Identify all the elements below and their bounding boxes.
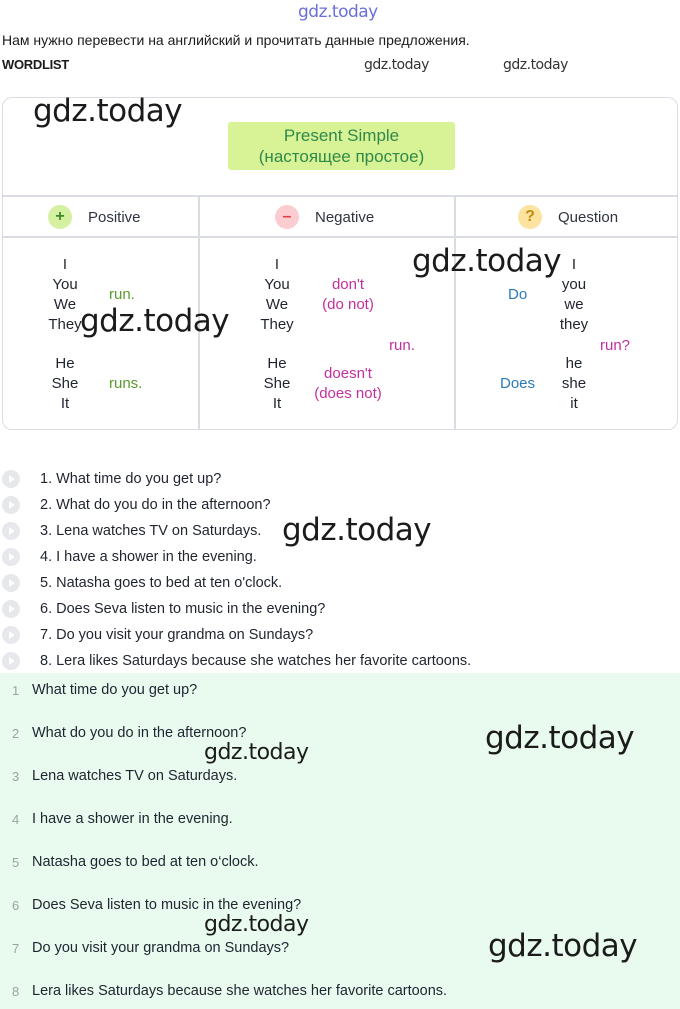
header-positive-label: Positive	[88, 208, 141, 226]
answer-row	[0, 682, 197, 698]
answer-text: Does Seva listen to music in the evening?	[32, 897, 302, 913]
question-text: 3. Lena watches TV on Saturdays.	[40, 523, 262, 539]
pronoun: you	[561, 276, 587, 293]
watermark: gdz.today	[282, 512, 432, 548]
answer-number: 6	[12, 897, 20, 913]
play-icon[interactable]	[2, 496, 20, 514]
pronoun: It	[272, 395, 282, 412]
play-icon[interactable]	[2, 600, 20, 618]
answer-text: Lena watches TV on Saturdays.	[32, 768, 238, 784]
play-icon[interactable]	[2, 574, 20, 592]
answer-row	[0, 983, 447, 999]
list-item[interactable]	[0, 570, 282, 596]
answer-row	[0, 725, 246, 741]
answer-text: What time do you get up?	[32, 682, 198, 698]
aux-does: Does	[500, 375, 536, 392]
watermark: gdz.today	[204, 740, 309, 765]
answer-text: Lera likes Saturdays because she watches her favorite cartoons.	[32, 983, 448, 999]
watermark: gdz.today	[80, 303, 230, 339]
pronoun: I	[274, 256, 280, 273]
header-positive	[48, 205, 141, 229]
watermark: gdz.today	[485, 720, 635, 756]
plus-icon: +	[48, 205, 72, 229]
pronoun: We	[53, 296, 77, 313]
question-text: 8. Lera likes Saturdays because she watches her favorite cartoons.	[40, 653, 472, 669]
question-text: 2. What do you do in the afternoon?	[40, 497, 271, 513]
pronoun: He	[55, 355, 75, 372]
watermark: gdz.today	[364, 57, 429, 73]
divider	[454, 195, 456, 430]
minus-icon: –	[275, 205, 299, 229]
pronoun: they	[559, 316, 589, 333]
answer-number: 8	[12, 983, 20, 999]
play-icon[interactable]	[2, 652, 20, 670]
header-question	[518, 205, 618, 229]
aux-do: Do	[508, 286, 528, 303]
pronoun: You	[264, 276, 290, 293]
play-icon[interactable]	[2, 626, 20, 644]
pronoun: He	[267, 355, 287, 372]
divider	[3, 195, 677, 197]
answer-text: Natasha goes to bed at ten o‘clock.	[32, 854, 259, 870]
answer-row	[0, 811, 233, 827]
watermark: gdz.today	[412, 243, 562, 279]
list-item[interactable]	[0, 622, 313, 648]
answer-number: 5	[12, 854, 20, 870]
pronoun: I	[571, 256, 577, 273]
pronoun: They	[260, 316, 294, 333]
title-line-1: Present Simple	[283, 126, 400, 145]
grammar-title	[228, 122, 455, 170]
verb-positive-third: runs.	[109, 375, 143, 392]
answer-number: 1	[12, 682, 20, 698]
pronoun: It	[60, 395, 70, 412]
verb-positive: run.	[109, 286, 135, 303]
question-text: 7. Do you visit your grandma on Sundays?	[40, 627, 314, 643]
pronoun: it	[570, 395, 578, 412]
list-item[interactable]	[0, 648, 471, 674]
pronoun: she	[561, 375, 587, 392]
watermark: gdz.today	[204, 912, 309, 937]
answer-number: 3	[12, 768, 20, 784]
aux-doesnt: doesn't	[324, 365, 372, 382]
pronoun: She	[51, 375, 79, 392]
verb-question: run?	[599, 337, 631, 354]
watermark: gdz.today	[488, 928, 638, 964]
answer-number: 2	[12, 725, 20, 741]
pronoun: I	[62, 256, 68, 273]
list-item[interactable]	[0, 596, 325, 622]
play-icon[interactable]	[2, 522, 20, 540]
question-icon: ?	[518, 205, 542, 229]
pronoun: She	[263, 375, 291, 392]
pronoun: You	[52, 276, 78, 293]
watermark: gdz.today	[503, 57, 568, 73]
pronoun: we	[564, 296, 584, 313]
header-negative-label: Negative	[315, 208, 375, 226]
header-negative	[275, 205, 374, 229]
answer-row	[0, 897, 301, 913]
aux-does-not: (does not)	[314, 385, 382, 402]
play-icon[interactable]	[2, 548, 20, 566]
intro-text: Нам нужно перевести на английский и прочитать данные предложения.	[2, 32, 470, 48]
list-item[interactable]	[0, 518, 261, 544]
question-text: 5. Natasha goes to bed at ten o'clock.	[40, 575, 283, 591]
watermark: gdz.today	[298, 2, 378, 22]
title-line-2: (настоящее простое)	[258, 147, 425, 166]
question-text: 4. I have a shower in the evening.	[40, 549, 257, 565]
aux-do-not: (do not)	[322, 296, 374, 313]
aux-dont: don't	[331, 276, 365, 293]
list-item[interactable]	[0, 492, 271, 518]
list-item[interactable]	[0, 544, 257, 570]
pronoun: We	[265, 296, 289, 313]
pronoun: he	[565, 355, 583, 372]
answer-text: Do you visit your grandma on Sundays?	[32, 940, 290, 956]
list-item[interactable]	[0, 466, 221, 492]
answer-row	[0, 940, 289, 956]
play-icon[interactable]	[2, 470, 20, 488]
question-text: 1. What time do you get up?	[40, 471, 222, 487]
watermark: gdz.today	[33, 93, 183, 129]
answer-number: 4	[12, 811, 20, 827]
grammar-card	[2, 97, 678, 430]
pronoun: They	[48, 316, 82, 333]
answer-row	[0, 854, 259, 870]
answer-text: I have a shower in the evening.	[32, 811, 233, 827]
verb-negative: run.	[389, 337, 415, 354]
wordlist-label: WORDLIST	[2, 57, 69, 72]
answer-number: 7	[12, 940, 20, 956]
answer-row	[0, 768, 237, 784]
divider	[3, 236, 677, 238]
question-text: 6. Does Seva listen to music in the evening?	[40, 601, 326, 617]
header-question-label: Question	[558, 208, 619, 226]
answer-text: What do you do in the afternoon?	[32, 725, 247, 741]
